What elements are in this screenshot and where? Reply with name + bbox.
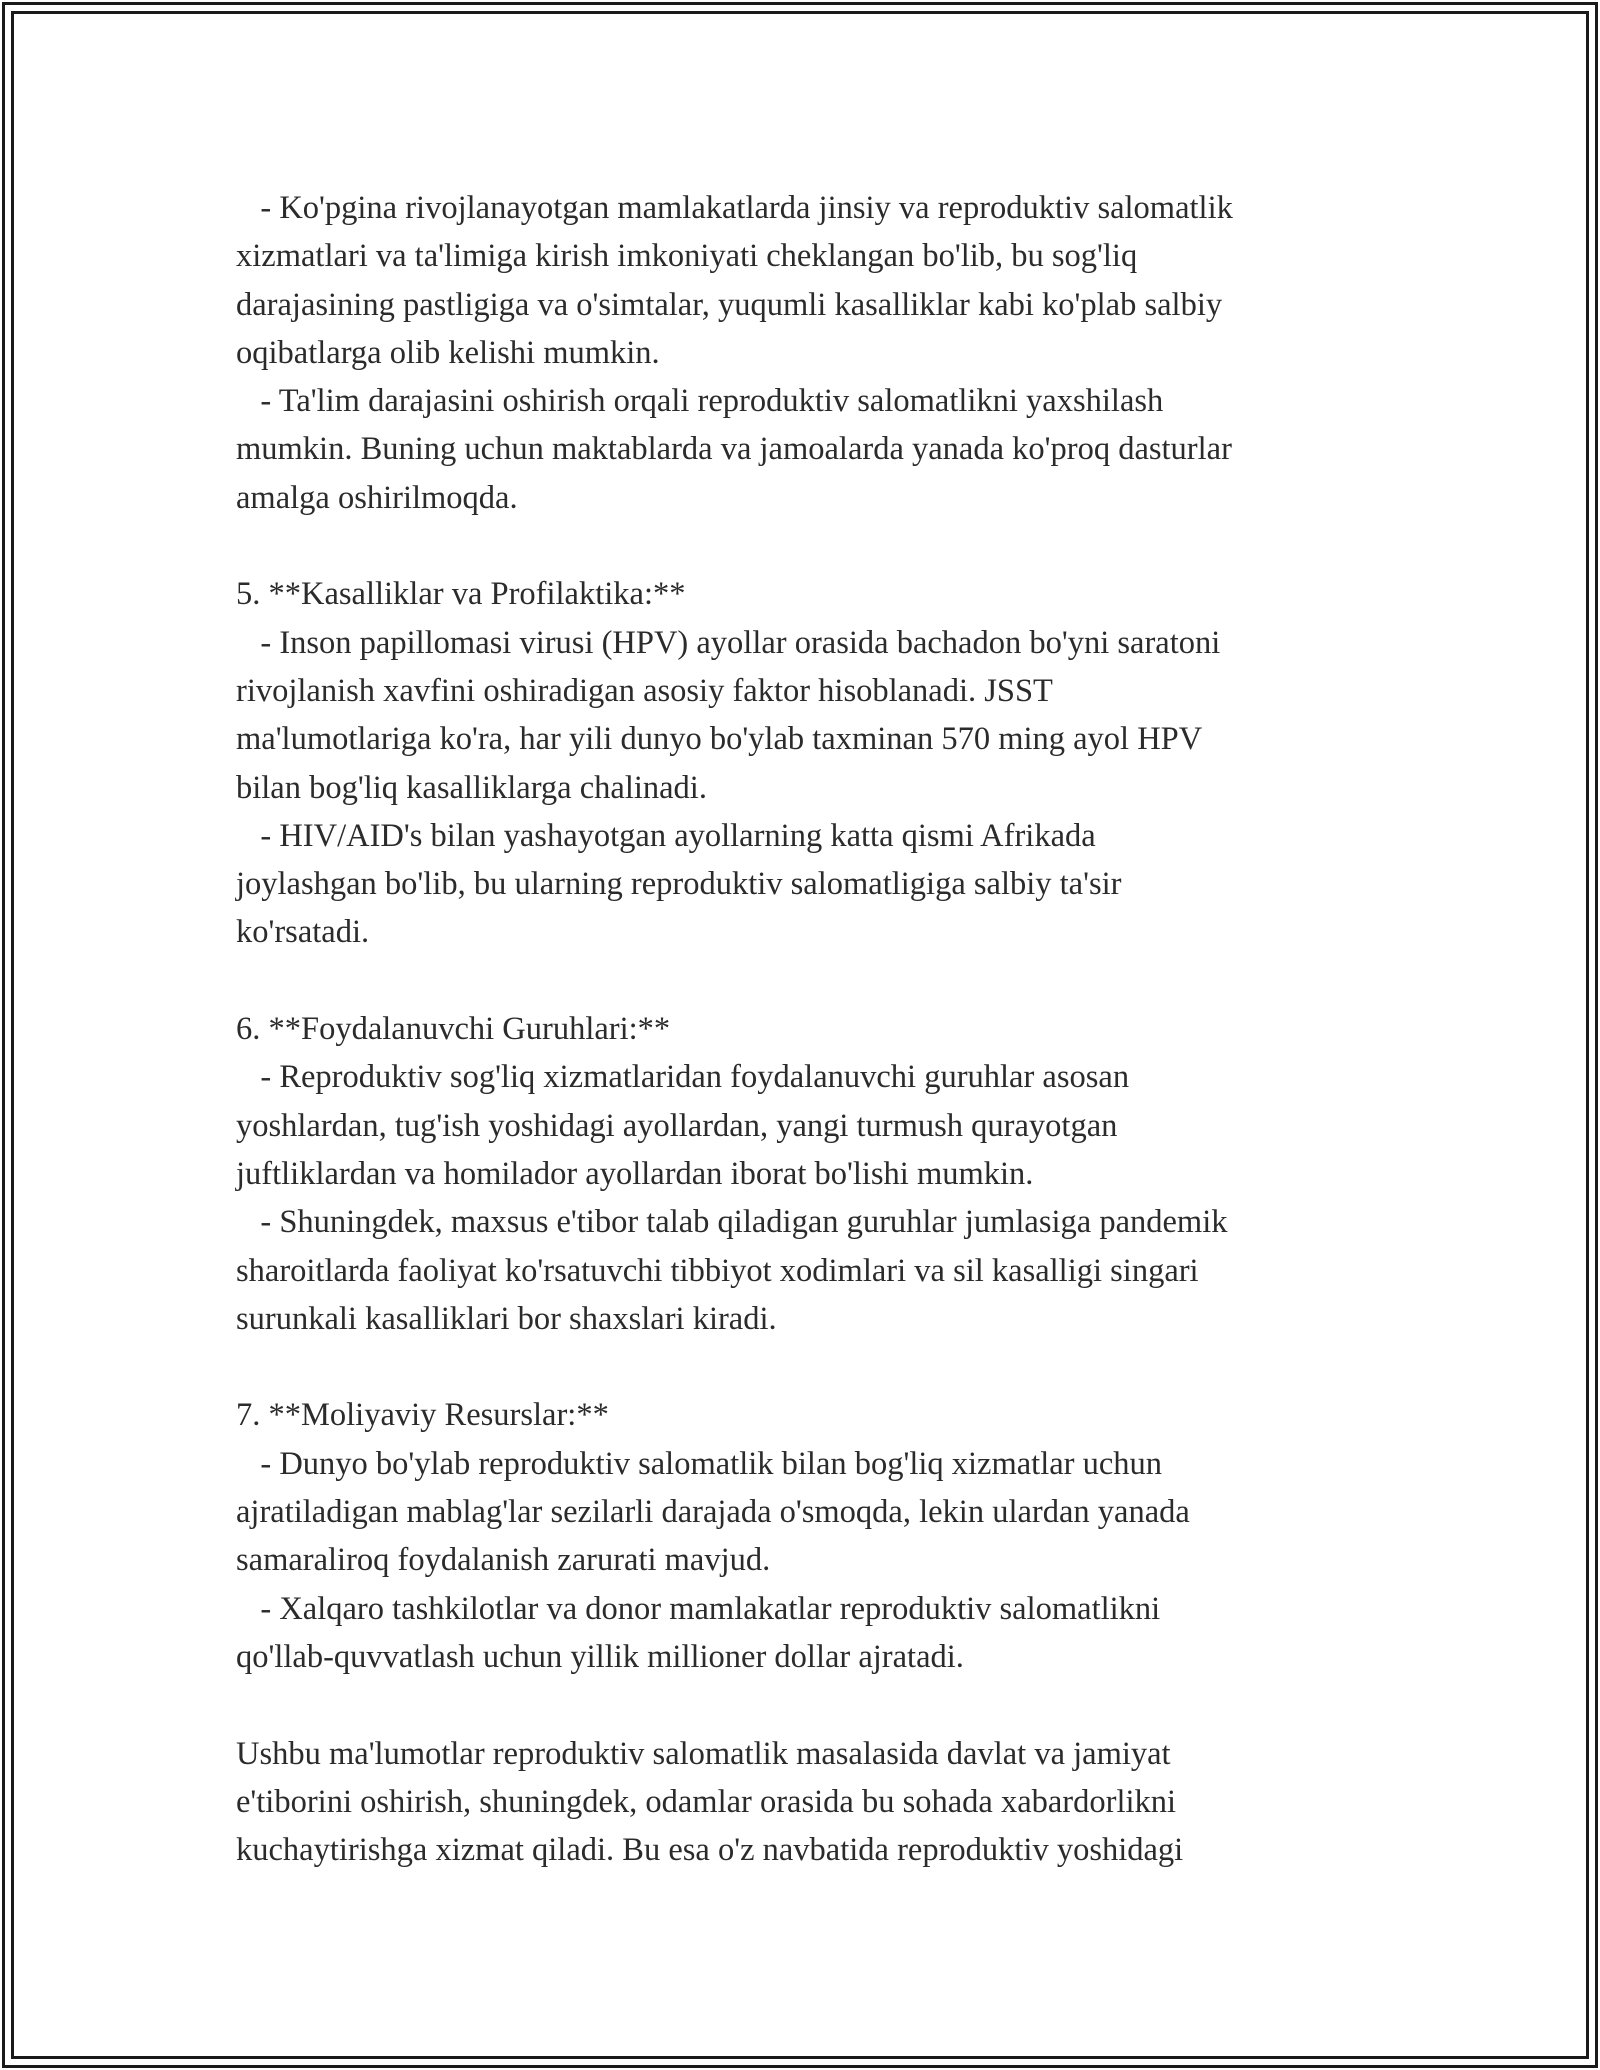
text-line: ma'lumotlariga ko'ra, har yili dunyo bo'ylab taxminan 570 ming ayol HPV bbox=[236, 721, 1203, 758]
text-line: kuchaytirishga xizmat qiladi. Bu esa o'z navbatida reproduktiv yoshidagi bbox=[236, 1832, 1184, 1869]
section-heading: 7. **Moliyaviy Resurslar:** bbox=[236, 1397, 609, 1434]
text-line: e'tiborini oshirish, shuningdek, odamlar orasida bu sohada xabardorlikni bbox=[236, 1783, 1177, 1820]
blank-line bbox=[236, 957, 1386, 1005]
text-line: ko'rsatadi. bbox=[236, 914, 370, 951]
section-heading: 6. **Foydalanuvchi Guruhlari:** bbox=[236, 1011, 671, 1048]
blank-line bbox=[236, 1681, 1386, 1729]
text-line: amalga oshirilmoqda. bbox=[236, 479, 518, 516]
blank-line bbox=[236, 522, 1386, 570]
section-heading: 5. **Kasalliklar va Profilaktika:** bbox=[236, 576, 686, 613]
text-line: surunkali kasalliklari bor shaxslari kiradi. bbox=[236, 1300, 777, 1337]
text-line: Ushbu ma'lumotlar reproduktiv salomatlik masalasida davlat va jamiyat bbox=[236, 1735, 1171, 1772]
text-line: - Dunyo bo'ylab reproduktiv salomatlik bilan bog'liq xizmatlar uchun bbox=[236, 1445, 1163, 1482]
text-line: - Xalqaro tashkilotlar va donor mamlakatlar reproduktiv salomatlikni bbox=[236, 1590, 1161, 1627]
text-line: mumkin. Buning uchun maktablarda va jamoalarda yanada ko'proq dasturlar bbox=[236, 431, 1232, 468]
text-line: joylashgan bo'lib, bu ularning reproduktiv salomatligiga salbiy ta'sir bbox=[236, 866, 1122, 903]
text-line: rivojlanish xavfini oshiradigan asosiy faktor hisoblanadi. JSST bbox=[236, 672, 1053, 709]
text-line: - Shuningdek, maxsus e'tibor talab qiladigan guruhlar jumlasiga pandemik bbox=[236, 1204, 1228, 1241]
text-line: - Ta'lim darajasini oshirish orqali reproduktiv salomatlikni yaxshilash bbox=[236, 383, 1164, 420]
document-body bbox=[236, 184, 1386, 1874]
text-line: yoshlardan, tug'ish yoshidagi ayollardan, yangi turmush qurayotgan bbox=[236, 1107, 1118, 1144]
text-line: sharoitlarda faoliyat ko'rsatuvchi tibbiyot xodimlari va sil kasalligi singari bbox=[236, 1252, 1199, 1289]
text-line: juftliklardan va homilador ayollardan iborat bo'lishi mumkin. bbox=[236, 1155, 1034, 1192]
text-line: darajasining pastligiga va o'simtalar, yuqumli kasalliklar kabi ko'plab salbiy bbox=[236, 286, 1223, 323]
text-line: - Reproduktiv sog'liq xizmatlaridan foydalanuvchi guruhlar asosan bbox=[236, 1059, 1130, 1096]
blank-line bbox=[236, 1343, 1386, 1391]
text-line: qo'llab-quvvatlash uchun yillik millioner dollar ajratadi. bbox=[236, 1638, 964, 1675]
text-line: ajratiladigan mablag'lar sezilarli darajada o'smoqda, lekin ulardan yanada bbox=[236, 1494, 1190, 1531]
text-line: oqibatlarga olib kelishi mumkin. bbox=[236, 334, 660, 371]
text-line: bilan bog'liq kasalliklarga chalinadi. bbox=[236, 769, 707, 806]
text-line: samaraliroq foydalanish zarurati mavjud. bbox=[236, 1542, 771, 1579]
text-line: - Inson papillomasi virusi (HPV) ayollar orasida bachadon bo'yni saratoni bbox=[236, 624, 1221, 661]
text-line: - Ko'pgina rivojlanayotgan mamlakatlarda jinsiy va reproduktiv salomatlik bbox=[236, 190, 1233, 226]
text-line: - HIV/AID's bilan yashayotgan ayollarning katta qismi Afrikada bbox=[236, 817, 1096, 854]
text-line: xizmatlari va ta'limiga kirish imkoniyati cheklangan bo'lib, bu sog'liq bbox=[236, 238, 1138, 275]
